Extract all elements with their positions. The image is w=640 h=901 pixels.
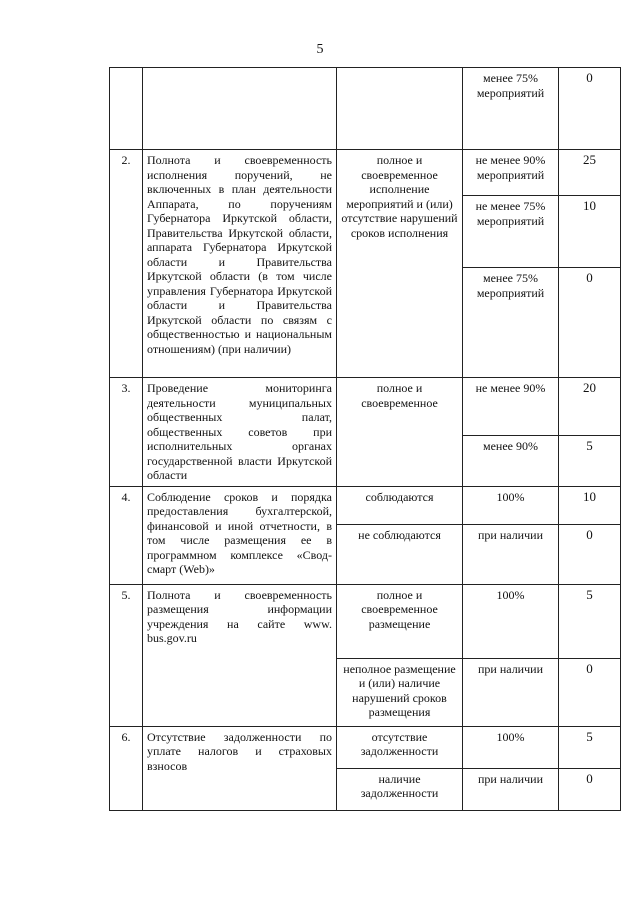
cell-score: 0 xyxy=(559,524,621,584)
cell-condition: наличие задолженности xyxy=(337,768,463,810)
cell-num: 5. xyxy=(110,584,143,726)
cell-num: 3. xyxy=(110,378,143,487)
table-row xyxy=(110,584,621,658)
cell-value: менее 90% xyxy=(463,436,559,486)
cell-score: 5 xyxy=(559,726,621,768)
cell-score: 20 xyxy=(559,378,621,436)
cell-value: 100% xyxy=(463,726,559,768)
cell-condition: отсутствие задолженности xyxy=(337,726,463,768)
cell-num: 4. xyxy=(110,486,143,584)
cell-condition: полное и своевременное исполнение мероприятий и (или) отсутствие нарушений сроков исполнения xyxy=(337,150,463,378)
cell-criterion: Проведение мониторинга деятельности муниципальных общественных палат, общественных советов при исполнительных органах государственной власти Иркутской области xyxy=(143,378,337,487)
cell-value: при наличии xyxy=(463,658,559,726)
cell-criterion: Полнота и своевременность размещения информации учреждения на сайте www. bus.gov.ru xyxy=(143,584,337,726)
table-row xyxy=(110,486,621,524)
table-row xyxy=(110,150,621,196)
table-row-continuation xyxy=(110,68,621,150)
cell-score: 0 xyxy=(559,658,621,726)
cell-condition: полное и своевременное размещение xyxy=(337,584,463,658)
cell-condition: полное и своевременное xyxy=(337,378,463,487)
cell-score: 25 xyxy=(559,150,621,196)
cell-criterion: Полнота и своевременность исполнения поручений, не включенных в план деятельности Аппарата, по поручениям Губернатора Иркутской области, Правительства Иркутской области, аппарата Губернатора Иркутской области и Правительства Иркутской области (в том числе управления Губернатора Иркутской области и Правительства Иркутской области по связям с общественностью и национальным отношениям) (при наличии) xyxy=(143,150,337,378)
cell-condition: соблюдаются xyxy=(337,486,463,524)
table-row xyxy=(110,726,621,768)
cell-value: менее 75% мероприятий xyxy=(463,268,559,378)
cell-condition xyxy=(337,68,463,150)
cell-value: при наличии xyxy=(463,768,559,810)
cell-score: 0 xyxy=(559,268,621,378)
criteria-table xyxy=(109,67,621,811)
cell-num xyxy=(110,68,143,150)
cell-criterion: Соблюдение сроков и порядка предоставления бухгалтерской, финансовой и иной отчетности, в том числе размещения ее в программном комплексе «Свод-смарт (Web)» xyxy=(143,486,337,584)
cell-score: 0 xyxy=(559,68,621,150)
cell-value: не менее 90% xyxy=(463,378,559,436)
cell-value: не менее 75% мероприятий xyxy=(463,196,559,268)
cell-value: не менее 90% мероприятий xyxy=(463,150,559,196)
cell-value: 100% xyxy=(463,486,559,524)
cell-score: 10 xyxy=(559,486,621,524)
cell-score: 10 xyxy=(559,196,621,268)
cell-condition: не соблюдаются xyxy=(337,524,463,584)
cell-criterion: Отсутствие задолженности по уплате налогов и страховых взносов xyxy=(143,726,337,810)
cell-value: менее 75% мероприятий xyxy=(463,68,559,150)
cell-score: 0 xyxy=(559,768,621,810)
cell-score: 5 xyxy=(559,436,621,486)
cell-score: 5 xyxy=(559,584,621,658)
cell-value: при наличии xyxy=(463,524,559,584)
cell-num: 2. xyxy=(110,150,143,378)
cell-value: 100% xyxy=(463,584,559,658)
cell-condition: неполное размещение и (или) наличие нарушений сроков размещения xyxy=(337,658,463,726)
table-row xyxy=(110,378,621,436)
cell-num: 6. xyxy=(110,726,143,810)
cell-criterion xyxy=(143,68,337,150)
page-number: 5 xyxy=(316,42,324,57)
